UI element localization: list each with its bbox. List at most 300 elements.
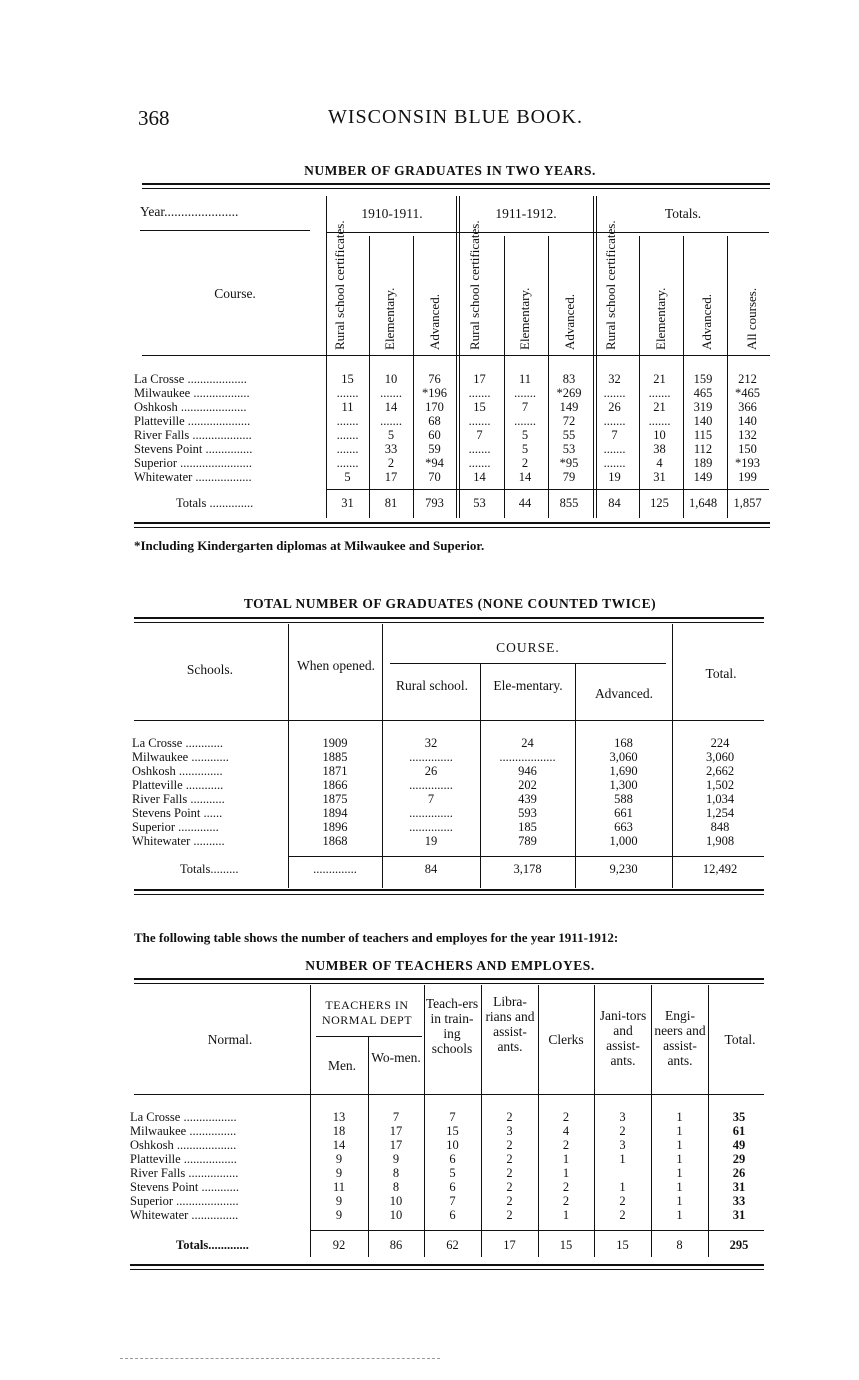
table-cell: ....... xyxy=(336,386,359,400)
table-cell: 199 xyxy=(738,470,757,484)
table-row xyxy=(130,1194,770,1208)
intro-paragraph: The following table shows the number of teachers and employes for the year 1911-1912: xyxy=(134,930,619,945)
table-cell: 7 xyxy=(392,1110,400,1124)
table-cell: 593 xyxy=(518,806,537,820)
table3-top-rule xyxy=(134,978,764,984)
table-row xyxy=(130,1166,770,1180)
table2-elem-label: Ele-mentary. xyxy=(493,678,563,693)
t2-total-cell: 9,230 xyxy=(609,862,638,876)
table-cell: 7 xyxy=(611,428,618,442)
table-row xyxy=(132,820,768,834)
t3-totals-label: Totals............. xyxy=(176,1238,249,1252)
table-row xyxy=(132,806,768,820)
table1-group-1910: 1910-1911. xyxy=(361,206,423,221)
table1-bottom-rule xyxy=(134,522,770,528)
table-cell: 2 xyxy=(562,1194,570,1208)
table-cell: 1 xyxy=(676,1194,683,1208)
table3-head-rule xyxy=(134,1094,764,1095)
table-cell: 1 xyxy=(676,1124,683,1138)
table-cell: 15 xyxy=(341,372,354,386)
table1-head-rule xyxy=(142,355,770,356)
table-row xyxy=(134,386,770,400)
table3-caption: NUMBER OF TEACHERS AND EMPLOYES. xyxy=(305,958,595,973)
table-cell: 68 xyxy=(428,414,441,428)
table-cell: 3 xyxy=(619,1110,626,1124)
t1-head-rural-1910: Rural school certificates. xyxy=(332,220,347,350)
table-cell: 588 xyxy=(614,792,633,806)
row-label: Oshkosh ..................... xyxy=(134,400,247,414)
table3-janitors-label: Jani-tors and assist-ants. xyxy=(599,1008,647,1068)
table3-librarians-label: Libra-rians and assist-ants. xyxy=(485,994,535,1054)
table-row xyxy=(130,1238,770,1252)
table-row xyxy=(134,400,770,414)
table-cell: 1,690 xyxy=(609,764,638,778)
table-cell: 112 xyxy=(693,442,713,456)
table-cell: 465 xyxy=(693,386,713,400)
t3-total-cell: 62 xyxy=(446,1238,459,1252)
t1-head-elem-1911: Elementary. xyxy=(517,287,532,350)
table-cell: 10 xyxy=(653,428,666,442)
table-cell: *269 xyxy=(556,386,582,400)
table-cell: 8 xyxy=(392,1166,400,1180)
table2-top-rule xyxy=(134,617,764,623)
table-cell: 1 xyxy=(676,1152,683,1166)
table-cell: 5 xyxy=(344,470,351,484)
row-label: Superior ............. xyxy=(132,820,219,834)
table-cell: 319 xyxy=(693,400,713,414)
table-cell: 4 xyxy=(562,1124,570,1138)
table2-rural-label: Rural school. xyxy=(396,678,468,693)
table-cell: 1885 xyxy=(322,750,348,764)
table-cell: 150 xyxy=(738,442,757,456)
table-cell: 7 xyxy=(449,1194,456,1208)
table3-totals xyxy=(130,1238,770,1252)
table-cell: 83 xyxy=(562,372,576,386)
table-cell: 1,300 xyxy=(609,778,638,792)
table-cell: 26 xyxy=(732,1166,746,1180)
t1-head-rural-totals: Rural school certificates. xyxy=(603,220,618,350)
table-cell: 14 xyxy=(473,470,486,484)
table-cell: 10 xyxy=(389,1208,403,1222)
table-cell: 2 xyxy=(506,1208,513,1222)
table-cell: .............. xyxy=(409,778,453,792)
table-cell: 1 xyxy=(676,1138,683,1152)
table-cell: 1871 xyxy=(322,764,348,778)
table1-totals-rule xyxy=(326,489,769,490)
table-cell: 1,034 xyxy=(705,792,735,806)
table-cell: ....... xyxy=(468,414,491,428)
t1-head-all-totals: All courses. xyxy=(744,287,759,350)
table-cell: 17 xyxy=(473,372,486,386)
table-cell: 1,000 xyxy=(609,834,638,848)
row-label: Milwaukee ............ xyxy=(132,750,229,764)
table-cell: 2 xyxy=(387,456,395,470)
page-header xyxy=(138,106,758,136)
table-cell: ....... xyxy=(336,414,359,428)
t1-head-rural-1911: Rural school certificates. xyxy=(467,220,482,350)
table3-body xyxy=(130,1110,770,1222)
table-cell: *95 xyxy=(559,456,579,470)
table-row xyxy=(132,736,768,750)
table-cell: 2 xyxy=(506,1138,513,1152)
table-cell: 1,502 xyxy=(705,778,735,792)
table-cell: 11 xyxy=(518,372,532,386)
table1-group-totals: Totals. xyxy=(664,206,702,221)
table-cell: 10 xyxy=(389,1194,403,1208)
table-cell: ....... xyxy=(603,442,626,456)
row-label: Oshkosh ................... xyxy=(130,1138,237,1152)
table-cell: 1 xyxy=(562,1166,570,1180)
table-cell: 29 xyxy=(732,1152,746,1166)
table2-bottom-rule xyxy=(134,889,764,895)
table-cell: 2 xyxy=(506,1194,513,1208)
table-cell: 21 xyxy=(653,400,666,414)
table-cell: 132 xyxy=(738,428,757,442)
table-cell: 1 xyxy=(619,1180,626,1194)
table-cell: 3 xyxy=(506,1124,513,1138)
table-row xyxy=(134,496,770,510)
table-row xyxy=(132,750,768,764)
table-row xyxy=(130,1208,770,1222)
running-head: WISCONSIN BLUE BOOK. xyxy=(328,106,583,128)
table2-total-label: Total. xyxy=(705,666,737,681)
table-cell: .............. xyxy=(409,750,453,764)
t1-total-cell: 53 xyxy=(473,496,486,510)
row-label: Stevens Point ............... xyxy=(134,442,253,456)
table-cell: 6 xyxy=(449,1180,456,1194)
table-row xyxy=(132,834,768,848)
table-cell: 2 xyxy=(562,1180,570,1194)
t3-total-cell: 8 xyxy=(676,1238,683,1252)
table-cell: 1 xyxy=(676,1208,683,1222)
table-cell: 7 xyxy=(449,1110,456,1124)
page-number: 368 xyxy=(138,106,170,130)
table-cell: 19 xyxy=(424,834,438,848)
table-cell: 31 xyxy=(732,1208,746,1222)
table-cell: 5 xyxy=(387,428,395,442)
t2-total-cell: .............. xyxy=(313,862,357,876)
table-cell: ....... xyxy=(336,442,359,456)
table-cell: 140 xyxy=(693,414,713,428)
table-cell: 4 xyxy=(656,456,663,470)
table-cell: 2 xyxy=(619,1194,626,1208)
table-row xyxy=(132,862,768,876)
t1-head-adv-1911: Advanced. xyxy=(562,294,577,350)
table-cell: 19 xyxy=(608,470,621,484)
t1-total-cell: 793 xyxy=(425,496,444,510)
table-cell: 55 xyxy=(562,428,576,442)
table-cell: *465 xyxy=(735,386,760,400)
table-cell: 1868 xyxy=(322,834,348,848)
table-cell: 14 xyxy=(518,470,532,484)
table-cell: 2 xyxy=(506,1110,513,1124)
table-cell: 24 xyxy=(521,736,534,750)
table-cell: 1 xyxy=(562,1152,570,1166)
row-label: River Falls ................... xyxy=(134,428,252,442)
table-cell: 70 xyxy=(428,470,441,484)
table1-group-1911: 1911-1912. xyxy=(495,206,557,221)
table-cell: 9 xyxy=(335,1194,343,1208)
row-label: Superior .................... xyxy=(130,1194,239,1208)
row-label: La Crosse ................. xyxy=(130,1110,237,1124)
table-row xyxy=(134,428,770,442)
row-label: Whitewater .................. xyxy=(134,470,252,484)
table2-course-rule xyxy=(390,663,666,664)
table-cell: 2 xyxy=(619,1208,626,1222)
table-cell: *94 xyxy=(425,456,444,470)
table-cell: ....... xyxy=(603,414,626,428)
table1-year-label: Year...................... xyxy=(140,204,239,219)
table-cell: 9 xyxy=(335,1208,343,1222)
table-cell: 5 xyxy=(449,1166,456,1180)
table-cell: 17 xyxy=(389,1124,403,1138)
table-cell: ....... xyxy=(336,428,359,442)
table-cell: 10 xyxy=(446,1138,459,1152)
row-label: River Falls ................ xyxy=(130,1166,239,1180)
table-cell: 1 xyxy=(676,1180,683,1194)
row-label: Platteville ................. xyxy=(130,1152,237,1166)
table-cell: 17 xyxy=(389,1138,403,1152)
table1-totals xyxy=(134,496,770,510)
table-cell: 212 xyxy=(738,372,757,386)
row-label: Milwaukee .................. xyxy=(134,386,250,400)
table-cell: 3,060 xyxy=(609,750,638,764)
table-cell: 13 xyxy=(332,1110,346,1124)
table-cell: 1 xyxy=(676,1166,683,1180)
table1-footnote: *Including Kindergarten diplomas at Milwaukee and Superior. xyxy=(134,538,485,553)
table-cell: 159 xyxy=(693,372,713,386)
table-cell: 59 xyxy=(428,442,441,456)
table-cell: 1,908 xyxy=(705,834,735,848)
table-cell: 1 xyxy=(562,1208,570,1222)
table-cell: 31 xyxy=(732,1180,746,1194)
table2-adv-label: Advanced. xyxy=(594,686,654,701)
table-cell: *196 xyxy=(422,386,447,400)
t1-head-adv-totals: Advanced. xyxy=(699,294,714,350)
t1-total-cell: 855 xyxy=(559,496,579,510)
table-cell: 366 xyxy=(738,400,757,414)
table3-women-label: Wo-men. xyxy=(371,1050,421,1065)
table-cell: 140 xyxy=(738,414,757,428)
table-cell: 9 xyxy=(392,1152,400,1166)
table-cell: 10 xyxy=(384,372,398,386)
table2-totals xyxy=(132,862,768,876)
table-cell: 61 xyxy=(732,1124,746,1138)
table-cell: 53 xyxy=(562,442,576,456)
t1-totals-label: Totals .............. xyxy=(176,496,254,510)
table-cell: 224 xyxy=(710,736,730,750)
row-label: La Crosse ............ xyxy=(132,736,223,750)
table-cell: 946 xyxy=(518,764,537,778)
table-row xyxy=(134,456,770,470)
table-cell: *193 xyxy=(735,456,760,470)
table-cell: 1894 xyxy=(322,806,348,820)
table-row xyxy=(130,1180,770,1194)
table-cell: 26 xyxy=(608,400,621,414)
table-cell: 32 xyxy=(608,372,621,386)
table-cell: 1866 xyxy=(322,778,348,792)
table-cell: 168 xyxy=(614,736,633,750)
table-cell: 1 xyxy=(676,1110,683,1124)
table-cell: 1875 xyxy=(322,792,348,806)
table-row xyxy=(130,1138,770,1152)
table3-normal-label: Normal. xyxy=(207,1032,253,1047)
table-cell: 2 xyxy=(506,1166,513,1180)
table3-teachers-label: TEACHERS IN NORMAL DEPT xyxy=(321,998,413,1027)
table-cell: 661 xyxy=(614,806,633,820)
table-cell: 32 xyxy=(424,736,438,750)
table-row xyxy=(132,792,768,806)
table1-year-rule xyxy=(140,230,310,231)
row-label: Oshkosh .............. xyxy=(132,764,223,778)
table-cell: 76 xyxy=(428,372,441,386)
t1-total-cell: 1,857 xyxy=(733,496,762,510)
row-label: La Crosse ................... xyxy=(134,372,247,386)
table-row xyxy=(134,414,770,428)
t1-head-elem-totals: Elementary. xyxy=(653,287,668,350)
t3-total-cell: 17 xyxy=(503,1238,516,1252)
table-cell: 189 xyxy=(693,456,713,470)
table-cell: 2 xyxy=(562,1110,570,1124)
table1-top-rule xyxy=(142,183,770,189)
table1-caption: NUMBER OF GRADUATES IN TWO YEARS. xyxy=(304,163,596,178)
table3-teachers-rule xyxy=(316,1036,422,1037)
table-cell: 17 xyxy=(384,470,398,484)
table-cell: 6 xyxy=(449,1152,456,1166)
table2-schools-label: Schools. xyxy=(186,662,234,677)
table3-training-label: Teach-ers in train-ing schools xyxy=(425,996,479,1056)
table3-bottom-rule xyxy=(130,1264,764,1270)
table-cell: 5 xyxy=(521,442,529,456)
table-cell: ....... xyxy=(648,386,671,400)
table-cell: 789 xyxy=(518,834,537,848)
table2-opened-label: When opened. xyxy=(297,658,375,673)
table-cell: ....... xyxy=(603,456,626,470)
t1-total-cell: 31 xyxy=(341,496,354,510)
table-cell: 202 xyxy=(518,778,537,792)
table-cell: 11 xyxy=(341,400,354,414)
table3-engineers-label: Engi-neers and assist-ants. xyxy=(654,1008,706,1068)
row-label: Platteville ............ xyxy=(132,778,224,792)
table-cell: 49 xyxy=(732,1138,746,1152)
t1-total-cell: 84 xyxy=(608,496,621,510)
t2-total-cell: 12,492 xyxy=(702,862,738,876)
table2-totals-rule xyxy=(288,856,764,857)
table1-course-label: Course. xyxy=(214,286,256,301)
table-cell: 11 xyxy=(332,1180,346,1194)
t3-total-cell: 86 xyxy=(389,1238,403,1252)
t2-totals-label: Totals......... xyxy=(180,862,239,876)
table-cell: 149 xyxy=(693,470,713,484)
table-cell: 1896 xyxy=(322,820,348,834)
table-cell: 2 xyxy=(619,1124,626,1138)
table-cell: 1909 xyxy=(322,736,348,750)
table-cell: 5 xyxy=(521,428,529,442)
table-cell: 185 xyxy=(518,820,537,834)
table-cell: 72 xyxy=(562,414,576,428)
table2-body xyxy=(132,736,768,848)
table-cell: .............. xyxy=(409,806,453,820)
t1-total-cell: 125 xyxy=(650,496,669,510)
table-cell: 79 xyxy=(562,470,576,484)
table-cell: 33 xyxy=(384,442,398,456)
table-row xyxy=(130,1152,770,1166)
table-cell: 14 xyxy=(384,400,398,414)
table-cell: 2,662 xyxy=(705,764,735,778)
table3-clerks-label: Clerks xyxy=(548,1032,584,1047)
table-cell: 2 xyxy=(506,1152,513,1166)
table3-total-label: Total. xyxy=(724,1032,756,1047)
row-label: River Falls ........... xyxy=(132,792,225,806)
table-cell: ....... xyxy=(648,414,671,428)
table-cell: 33 xyxy=(732,1194,746,1208)
table-row xyxy=(132,764,768,778)
t2-total-cell: 3,178 xyxy=(513,862,542,876)
row-label: Whitewater ............... xyxy=(130,1208,239,1222)
table-cell: 2 xyxy=(506,1180,513,1194)
table2-caption: TOTAL NUMBER OF GRADUATES (NONE COUNTED TWICE) xyxy=(243,596,657,611)
t2-total-cell: 84 xyxy=(424,862,438,876)
table-cell: 9 xyxy=(335,1152,343,1166)
table-cell: 15 xyxy=(446,1124,459,1138)
table-cell: 35 xyxy=(732,1110,746,1124)
table-cell: ....... xyxy=(380,414,402,428)
table-row xyxy=(134,470,770,484)
row-label: Milwaukee ............... xyxy=(130,1124,237,1138)
table-cell: 31 xyxy=(653,470,666,484)
table-row xyxy=(130,1124,770,1138)
table-cell: 14 xyxy=(332,1138,346,1152)
table-cell: ....... xyxy=(468,386,491,400)
table-cell xyxy=(594,1166,651,1180)
t1-head-elem-1910: Elementary. xyxy=(382,287,397,350)
table-cell: 848 xyxy=(710,820,730,834)
row-label: Stevens Point ...... xyxy=(132,806,223,820)
table-cell: 21 xyxy=(653,372,666,386)
table-cell: 1,254 xyxy=(705,806,735,820)
table-cell: 26 xyxy=(424,764,438,778)
table-row xyxy=(134,442,770,456)
t3-total-cell: 15 xyxy=(559,1238,573,1252)
t1-total-cell: 81 xyxy=(384,496,398,510)
table-cell: ....... xyxy=(514,414,536,428)
table3-men-label: Men. xyxy=(327,1058,357,1073)
table-cell: ....... xyxy=(603,386,626,400)
table-cell: 1 xyxy=(619,1152,626,1166)
row-label: Superior ....................... xyxy=(134,456,253,470)
table-row xyxy=(134,372,770,386)
table-cell: 3,060 xyxy=(705,750,735,764)
table-cell: 7 xyxy=(521,400,529,414)
table-cell: 439 xyxy=(518,792,537,806)
t3-total-cell: 15 xyxy=(616,1238,629,1252)
t1-total-cell: 44 xyxy=(518,496,532,510)
table-cell: ....... xyxy=(468,456,491,470)
table-cell: 115 xyxy=(693,428,713,442)
table-cell: .............. xyxy=(409,820,453,834)
t3-total-cell: 92 xyxy=(332,1238,346,1252)
table-cell: ....... xyxy=(514,386,536,400)
table2-head-rule xyxy=(134,720,764,721)
table-cell: ....... xyxy=(336,456,359,470)
table-cell: 9 xyxy=(335,1166,343,1180)
row-label: Whitewater .......... xyxy=(132,834,225,848)
t3-total-cell: 295 xyxy=(729,1238,749,1252)
table-cell: 38 xyxy=(653,442,666,456)
table-cell: 18 xyxy=(332,1124,346,1138)
scan-artifact-rule xyxy=(120,1358,440,1359)
table-cell: 2 xyxy=(521,456,529,470)
